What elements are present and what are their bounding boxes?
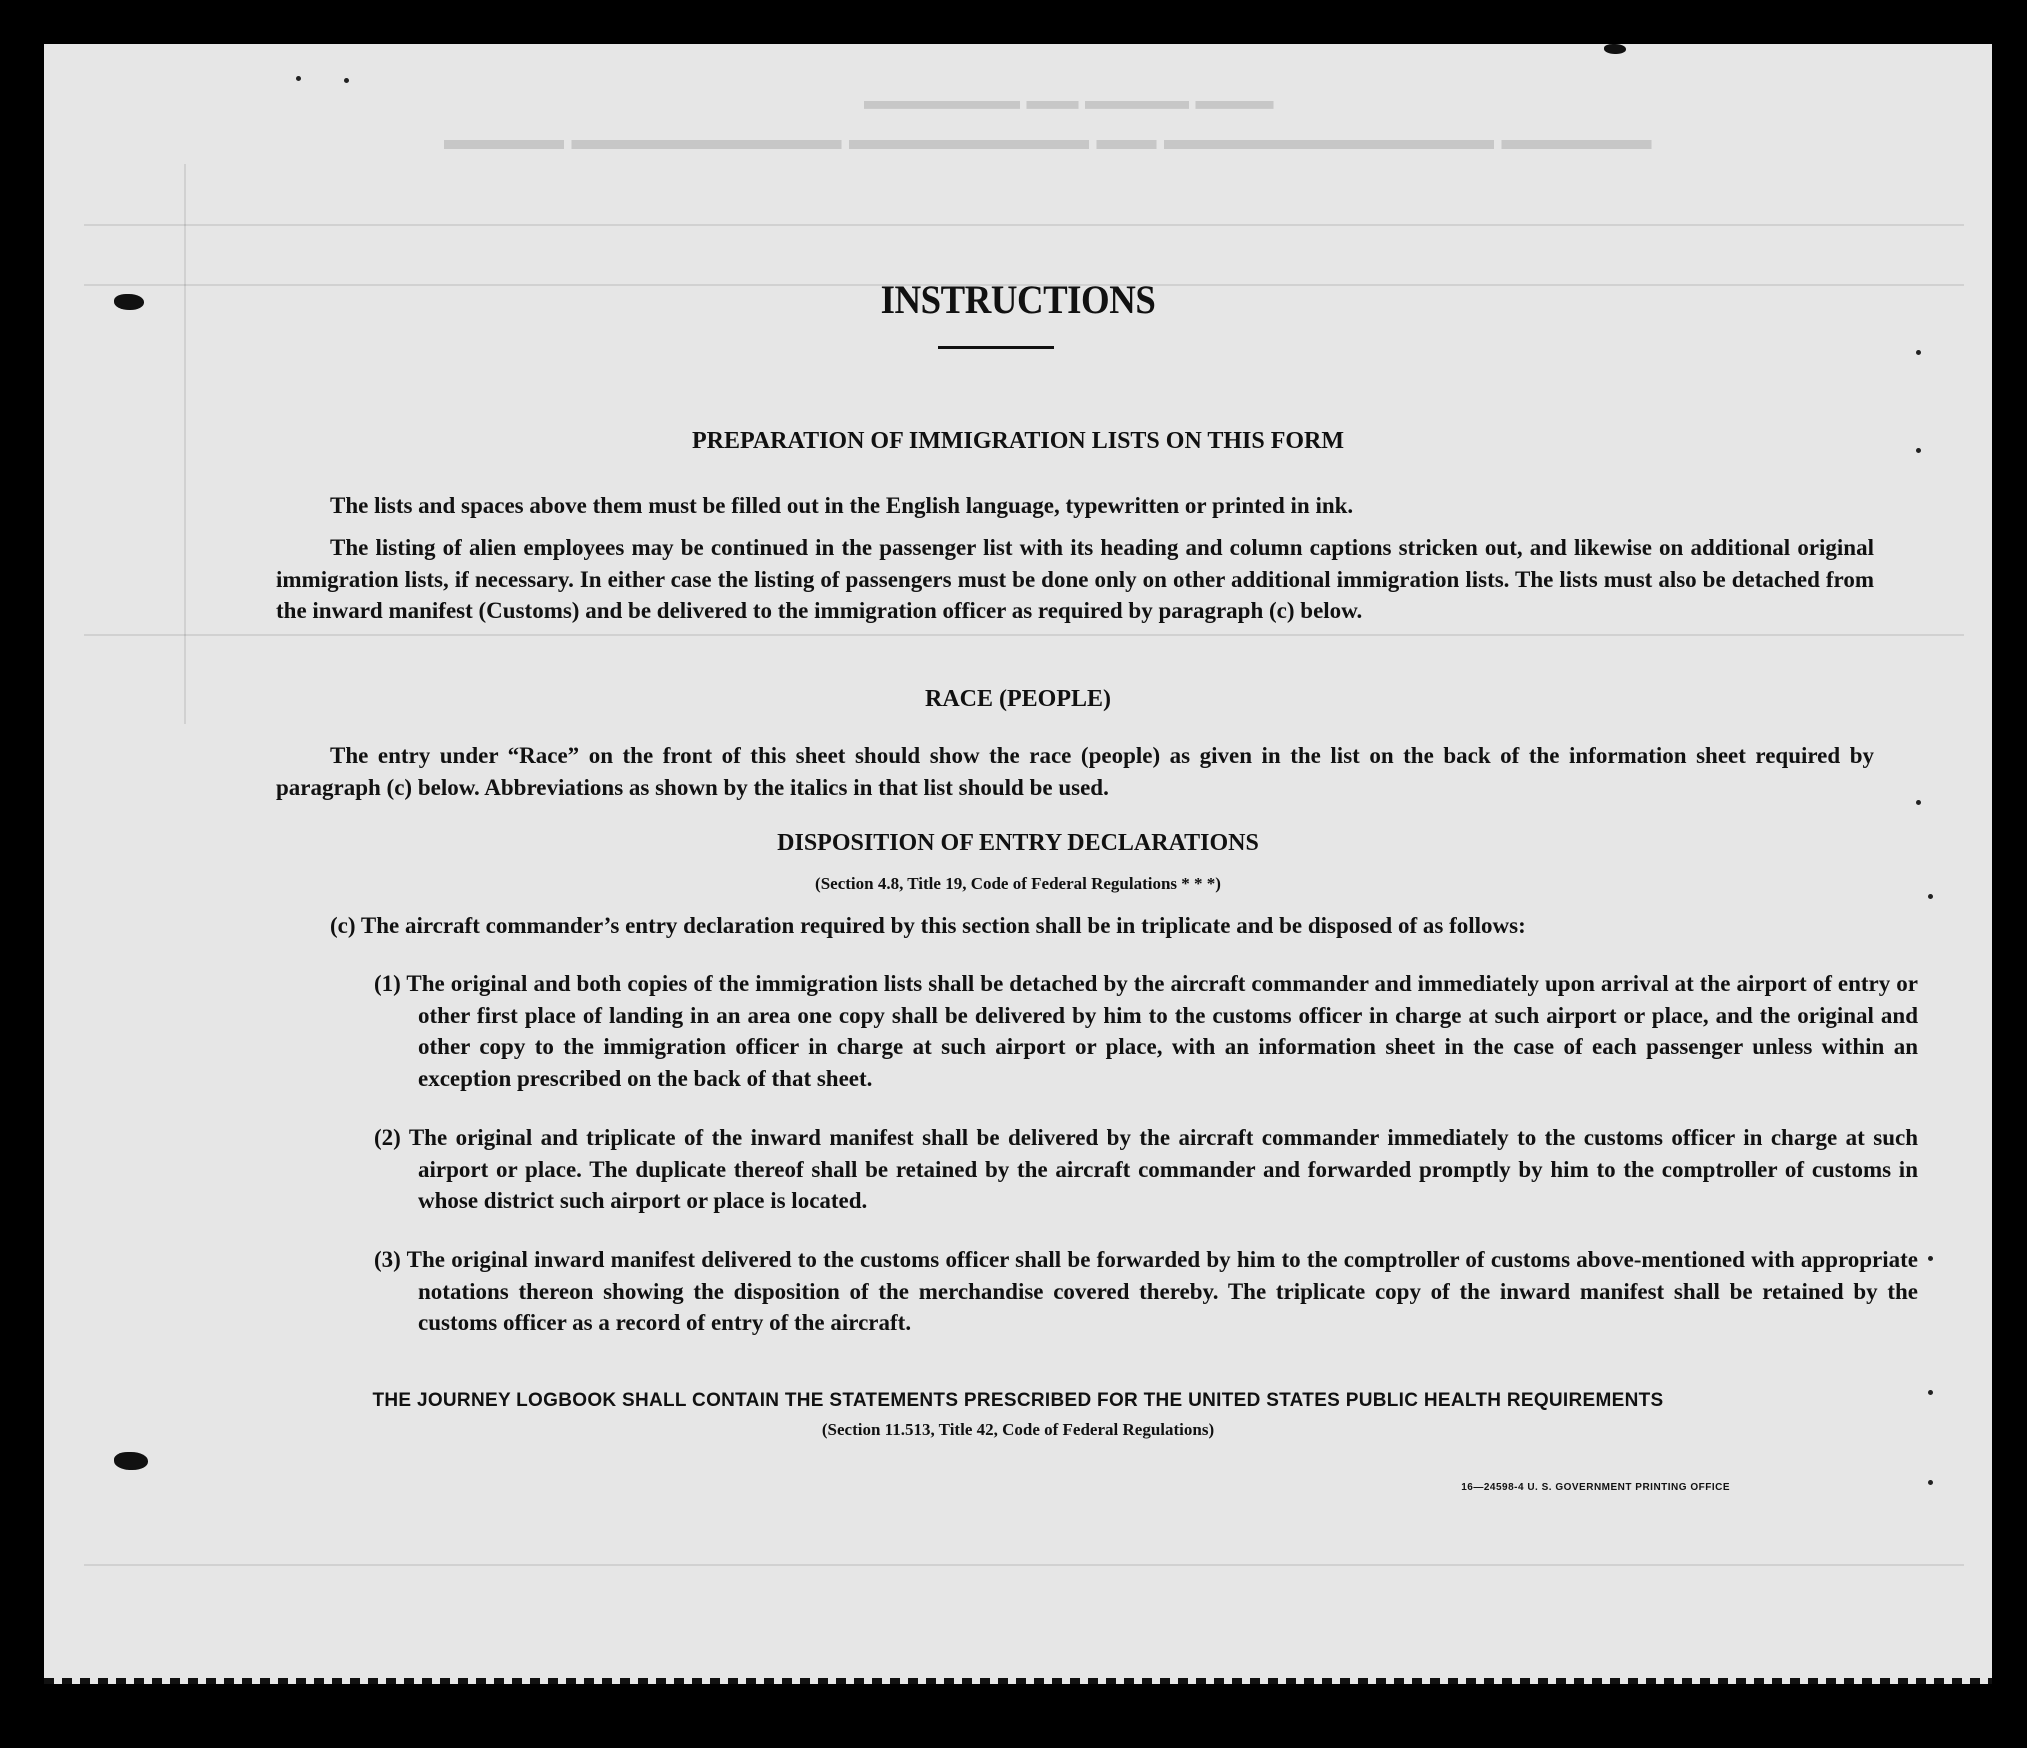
- scan-mark: [114, 294, 144, 310]
- document-sheet: [44, 44, 1992, 1684]
- scan-speck: [1916, 350, 1921, 355]
- section-heading-preparation: PREPARATION OF IMMIGRATION LISTS ON THIS FORM: [691, 428, 1345, 454]
- paragraph-race: The entry under “Race” on the front of this sheet should show the race (people) as given in the list on the back of the information sheet required by paragraph (c) below. Abbreviations as shown by the italics in that list should be used.: [276, 743, 1874, 800]
- section-citation: (Section 4.8, Title 19, Code of Federal Regulations * * *): [815, 874, 1221, 893]
- page-title: INSTRUCTIONS: [880, 277, 1156, 322]
- scan-speck: [344, 78, 349, 83]
- section-heading-race: RACE (PEOPLE): [925, 686, 1111, 712]
- bleed-through-decoration: ▬▬▬▬▬ ▬▬▬▬▬▬▬▬▬▬▬ ▬▬ ▬▬▬▬▬▬▬▬ ▬▬▬▬▬▬▬▬▬ ▬▬▬▬: [444, 133, 1652, 166]
- title-underline: [938, 346, 1054, 349]
- scan-speck: [1928, 1480, 1933, 1485]
- printing-office-code: 16—24598-4 U. S. GOVERNMENT PRINTING OFFICE: [1461, 1482, 1730, 1493]
- bleed-through-decoration: ▬▬▬ ▬▬▬▬ ▬▬ ▬▬▬▬▬▬: [864, 95, 1274, 124]
- section-heading-disposition: DISPOSITION OF ENTRY DECLARATIONS: [777, 830, 1259, 856]
- scan-speck: [1916, 800, 1921, 805]
- list-item-3: (3) The original inward manifest delivered to the customs officer shall be forwarded by him to the comptroller of customs above-mentioned with appropriate notations thereon showing the disposition of the merchandise covered thereby. The triplicate copy of the inward manifest shall be retained by the customs officer as a record of entry of the aircraft.: [374, 1247, 1918, 1335]
- scan-speck: [1916, 448, 1921, 453]
- health-requirements-statement: THE JOURNEY LOGBOOK SHALL CONTAIN THE STATEMENTS PRESCRIBED FOR THE UNITED STATES PUBLIC HEALTH REQUIREMENTS: [372, 1390, 1664, 1411]
- paragraph-language: The lists and spaces above them must be filled out in the English language, typewritten or printed in ink.: [330, 493, 1354, 518]
- scan-speck: [1928, 1390, 1933, 1395]
- paragraph-alien-employees: The listing of alien employees may be continued in the passenger list with its heading and column captions stricken out, and likewise on additional original immigration lists, if necessary. In either case the listing of passengers must be done only on other additional immigration lists. The lists must also be detached from the inward manifest (Customs) and be delivered to the immigration officer as required by paragraph (c) below.: [276, 535, 1874, 623]
- paragraph-intro-c: (c) The aircraft commander’s entry declaration required by this section shall be in triplicate and be disposed of as follows:: [330, 913, 1526, 938]
- health-requirements-citation: (Section 11.513, Title 42, Code of Federal Regulations): [821, 1420, 1215, 1439]
- scan-speck: [296, 76, 301, 81]
- perforated-edge: [44, 1678, 1992, 1684]
- scan-speck: [1928, 894, 1933, 899]
- list-item-2: (2) The original and triplicate of the inward manifest shall be delivered by the aircraft commander immediately to the customs officer in charge at such airport or place. The duplicate thereof shall be retained by the aircraft commander and forwarded promptly by him to the comptroller of customs in whose district such airport or place is located.: [374, 1125, 1918, 1213]
- list-item-1: (1) The original and both copies of the immigration lists shall be detached by the aircraft commander and immediately upon arrival at the airport of entry or other first place of landing in an area one copy shall be delivered by him to the customs officer in charge at such airport or place, and the original and other copy to the immigration officer in charge at such airport or place, with an information sheet in the case of each passenger unless within an exception prescribed on the back of that sheet.: [374, 971, 1918, 1091]
- instructions-content: [44, 44, 1992, 1684]
- scan-speck: [1928, 1256, 1933, 1261]
- scan-mark: [1604, 44, 1626, 54]
- scan-mark: [114, 1452, 148, 1470]
